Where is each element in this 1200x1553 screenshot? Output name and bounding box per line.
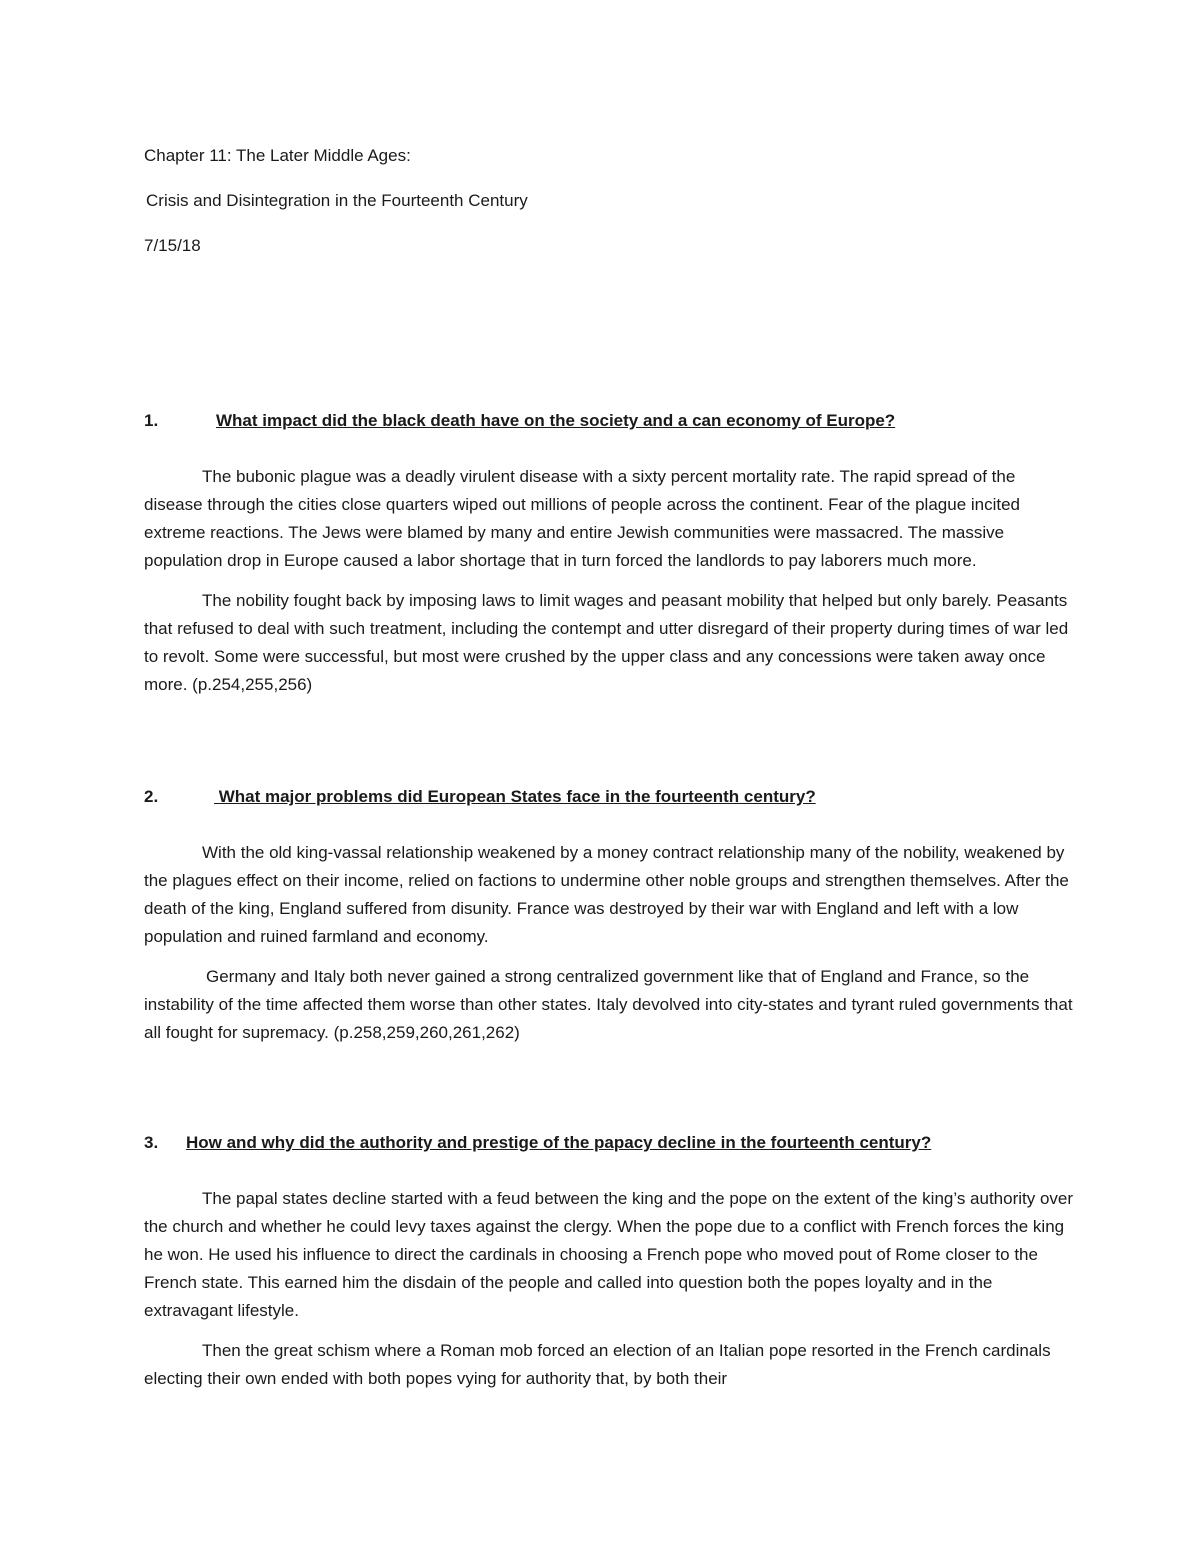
question-number: 2. — [144, 787, 159, 806]
answer-paragraph: The nobility fought back by imposing laws to limit wages and peasant mobility that helped but only barely. Peasants that refused to deal with such treatment, including the contempt and utter disregard of their property during times of war led to revolt. Some were successful, but most were crushed by the upper class and any concessions were taken away once more. (p.254,255,256) — [144, 591, 1069, 694]
chapter-subtitle: Crisis and Disintegration in the Fourteenth Century — [146, 191, 528, 210]
chapter-title: Chapter 11: The Later Middle Ages: — [144, 146, 411, 165]
document-date: 7/15/18 — [144, 236, 201, 255]
answer-paragraph: Germany and Italy both never gained a strong centralized government like that of England and France, so the instability of the time affected them worse than other states. Italy devolved into city-states and tyrant ruled governments that all fought for supremacy. (p.258,259,260,261,262) — [144, 967, 1073, 1042]
answer-paragraph: The bubonic plague was a deadly virulent disease with a sixty percent mortality rate. The rapid spread of the disease through the cities close quarters wiped out millions of people across the continent. Fear of the plague incited extreme reactions. The Jews were blamed by many and entire Jewish communities were massacred. The massive population drop in Europe caused a labor shortage that in turn forced the landlords to pay laborers much more. — [144, 467, 1021, 570]
question-2-heading — [144, 786, 1074, 808]
question-title: What impact did the black death have on the society and a can economy of Europe? — [216, 411, 896, 430]
question-title: What major problems did European States face in the fourteenth century? — [214, 787, 816, 806]
question-title: How and why did the authority and prestige of the papacy decline in the fourteenth century? — [186, 1133, 932, 1152]
question-3-section — [144, 1132, 1074, 1393]
question-1-heading — [144, 410, 1074, 432]
question-number: 1. — [144, 411, 159, 430]
answer-paragraph: The papal states decline started with a feud between the king and the pope on the extent of the king’s authority over the church and whether he could levy taxes against the clergy. When the pope due to a conflict with French forces the king he won. He used his influence to direct the cardinals in choosing a French pope who moved pout of Rome closer to the French state. This earned him the disdain of the people and called into question both the popes loyalty and in the extravagant lifestyle. — [144, 1189, 1074, 1320]
question-3-heading — [144, 1132, 1074, 1154]
answer-paragraph: Then the great schism where a Roman mob forced an election of an Italian pope resorted in the French cardinals electing their own ended with both popes vying for authority that, by both their — [144, 1341, 1051, 1388]
question-2-section — [144, 786, 1074, 1047]
question-1-section — [144, 410, 1074, 699]
answer-paragraph: With the old king-vassal relationship weakened by a money contract relationship many of the nobility, weakened by the plagues effect on their income, relied on factions to undermine other noble groups and strengthen themselves. After the death of the king, England suffered from disunity. France was destroyed by their war with England and left with a low population and ruined farmland and economy. — [144, 843, 1069, 946]
question-number: 3. — [144, 1133, 159, 1152]
